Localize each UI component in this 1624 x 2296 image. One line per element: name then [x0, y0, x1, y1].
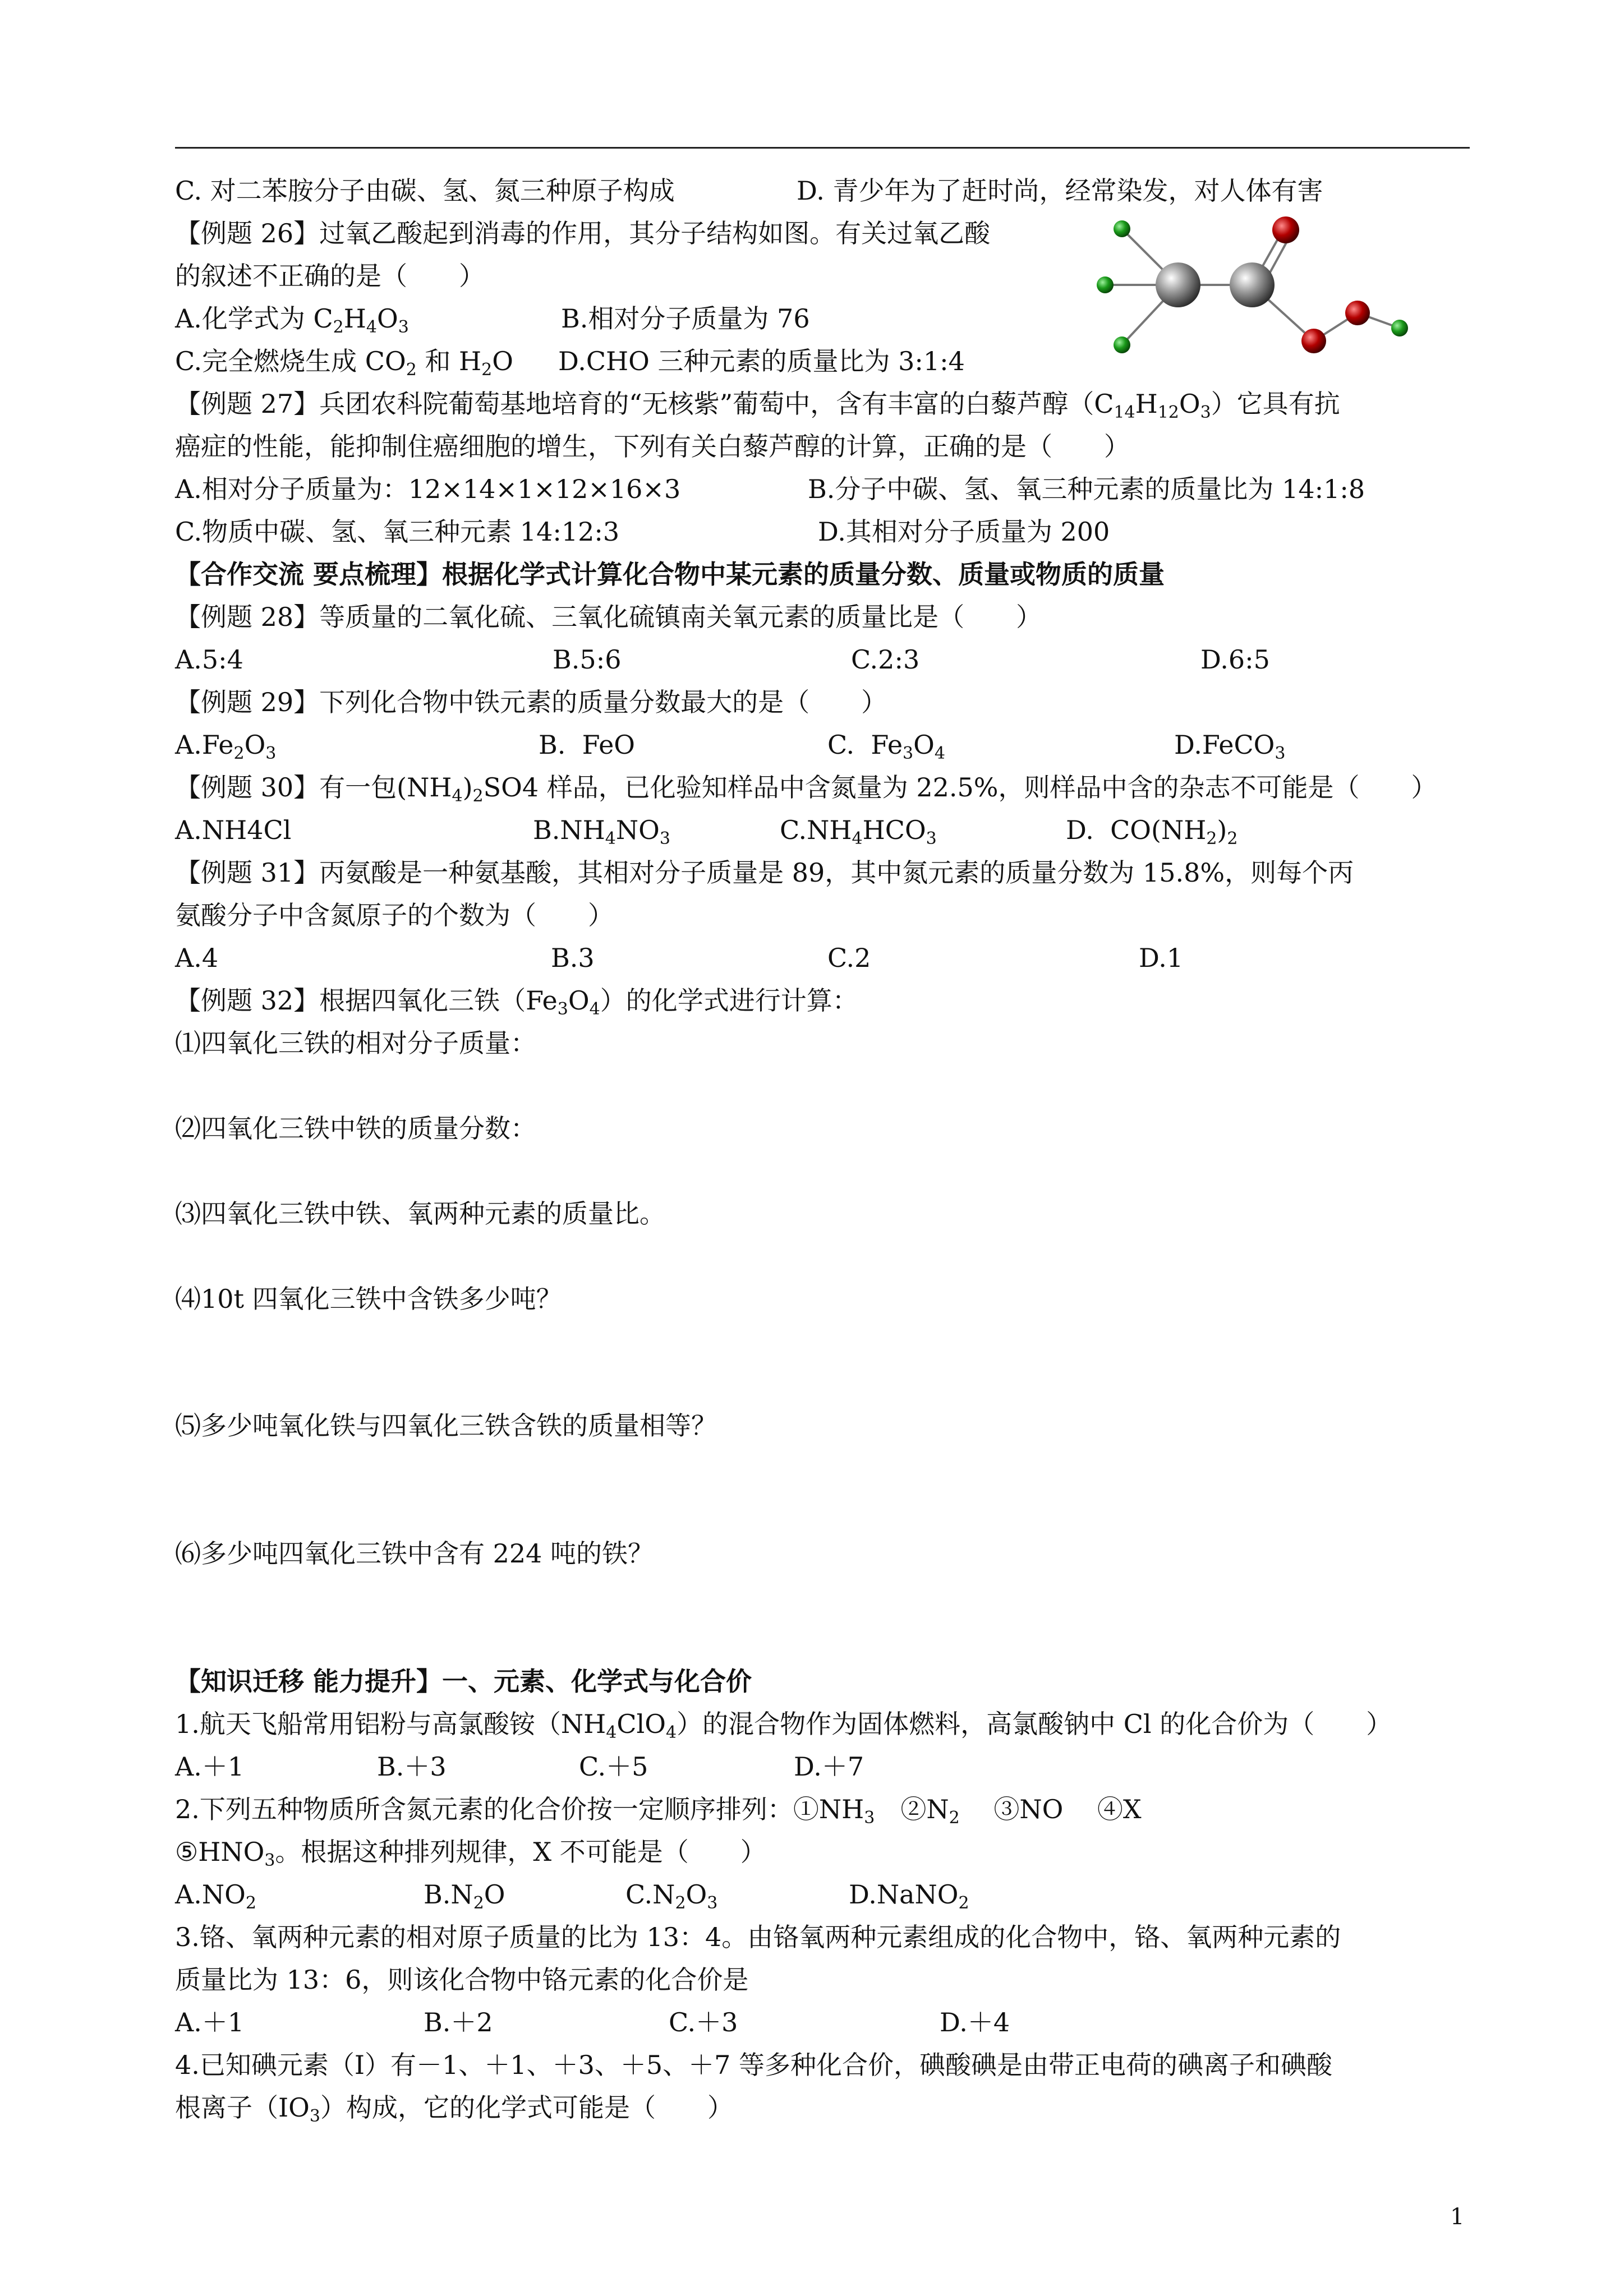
q27-option-c: C.物质中碳、氢、氧三种元素 14:12:3	[175, 517, 620, 547]
q31-option-d: D.1	[1139, 943, 1184, 973]
q25-option-c: C. 对二苯胺分子由碳、氢、氮三种原子构成	[175, 176, 675, 206]
q28-option-d: D.6:5	[1200, 644, 1270, 675]
q28-stem: 【例题 28】等质量的二氧化硫、三氧化硫镇南关氧元素的质量比是（ ）	[175, 602, 1042, 632]
q29-option-b: B. FeO	[539, 730, 636, 760]
k1-option-a: A.＋1	[175, 1751, 245, 1782]
q28-option-b: B.5:6	[553, 644, 622, 675]
k3-option-a: A.＋1	[175, 2007, 245, 2037]
q27-stem-line2: 癌症的性能，能抑制住癌细胞的增生，下列有关白藜芦醇的计算，正确的是（ ）	[175, 431, 1130, 462]
q30-option-b: $B.NH_4NO_3$	[533, 815, 670, 849]
oxygen-atom	[1301, 329, 1326, 353]
k3-option-d: D.＋4	[940, 2007, 1010, 2037]
q32-part-4: ⑷10t 四氧化三铁中含铁多少吨？	[175, 1284, 562, 1314]
q26-option-c: C.完全燃烧生成 $CO_2$ 和 $H_2O$	[175, 346, 513, 380]
q31-option-a: A.4	[175, 943, 219, 973]
peracetic-acid-molecule-figure	[1083, 208, 1430, 359]
q30-stem: 【例题 30】有一包$(NH_4)_2SO4$ 样品，已化验知样品中含氮量为 22.5%，则样品中含的杂志不可能是（ ）	[175, 772, 1437, 806]
q32-part-6: ⑹多少吨四氧化三铁中含有 224 吨的铁？	[175, 1538, 654, 1569]
q28-option-a: A.5:4	[175, 644, 243, 675]
section-heading-cooperation: 【合作交流 要点梳理】根据化学式计算化合物中某元素的质量分数、质量或物质的质量	[175, 559, 1165, 589]
q30-option-a: A.NH4Cl	[175, 815, 292, 845]
q27-option-d: D.其相对分子质量为 200	[818, 517, 1110, 547]
oxygen-atom	[1345, 301, 1370, 325]
k1-option-b: B.＋3	[377, 1751, 447, 1782]
q32-part-5: ⑸多少吨氧化铁与四氧化三铁含铁的质量相等？	[175, 1410, 717, 1441]
hydrogen-atom	[1097, 276, 1114, 293]
q26-option-d: D.CHO 三种元素的质量比为 3:1:4	[558, 346, 965, 376]
q26-option-a: A.化学式为 $C_2H_4O_3$	[175, 303, 409, 337]
hydrogen-atom	[1391, 320, 1408, 336]
k2-option-c: $C.N_2O_3$	[625, 1879, 718, 1913]
k2-option-d: D.NaNO$_2$	[849, 1879, 969, 1913]
q29-option-c: C. $Fe_3O_4$	[827, 730, 945, 763]
q26-stem-line2: 的叙述不正确的是（ ）	[175, 261, 485, 291]
hydrogen-atom	[1114, 336, 1130, 353]
q27-option-b: B.分子中碳、氢、氧三种元素的质量比为 14:1:8	[808, 474, 1365, 504]
k1-option-c: C.＋5	[579, 1751, 648, 1782]
q30-option-c: $C.NH_4HCO_3$	[780, 815, 937, 849]
k2-option-a: $A.NO_2$	[175, 1879, 256, 1913]
q28-option-c: C.2:3	[851, 644, 920, 675]
q29-option-a: $A.Fe_2O_3$	[175, 730, 277, 763]
hydrogen-atom	[1114, 220, 1130, 237]
q27-option-a: A.相对分子质量为：12×14×1×12×16×3	[175, 474, 681, 504]
q32-part-3: ⑶四氧化三铁中铁、氧两种元素的质量比。	[175, 1198, 665, 1229]
q29-stem: 【例题 29】下列化合物中铁元素的质量分数最大的是（ ）	[175, 687, 887, 717]
k3-stem-line2: 质量比为 13：6，则该化合物中铬元素的化合价是	[175, 1965, 749, 1995]
q30-option-d: D. $CO(NH_2)_2$	[1066, 815, 1238, 849]
k3-option-c: C.＋3	[669, 2007, 738, 2037]
oxygen-atom	[1272, 216, 1299, 243]
q25-option-d: D. 青少年为了赶时尚，经常染发，对人体有害	[797, 176, 1323, 206]
k1-stem: 1.航天飞船常用铝粉与高氯酸铵$(NH_4ClO_4)$的混合物作为固体燃料，高氯酸钠中 Cl 的化合价为（ ）	[175, 1709, 1392, 1742]
q32-part-1: ⑴四氧化三铁的相对分子质量：	[175, 1028, 536, 1058]
page-number: 1	[1450, 2204, 1465, 2230]
k2-option-b: $B.N_2O$	[424, 1879, 505, 1913]
q26-stem-line1: 【例题 26】过氧乙酸起到消毒的作用，其分子结构如图。有关过氧乙酸	[175, 218, 991, 248]
q27-stem-line1: 【例题 27】兵团农科院葡萄基地培育的“无核紫”葡萄中，含有丰富的白藜芦醇$(C_{14}H_{12}O_3)$它具有抗	[175, 389, 1340, 422]
k2-stem-line2: $⑤HNO_3$。根据这种排列规律，X 不可能是（ ）	[175, 1837, 766, 1870]
q31-option-b: B.3	[551, 943, 595, 973]
carbon-atom	[1230, 262, 1275, 307]
q31-stem-line1: 【例题 31】丙氨酸是一种氨基酸，其相对分子质量是 89，其中氮元素的质量分数为 15.8%，则每个丙	[175, 857, 1354, 888]
section-heading-knowledge-transfer: 【知识迁移 能力提升】一、元素、化学式与化合价	[175, 1666, 752, 1696]
k1-option-d: D.＋7	[794, 1751, 864, 1782]
q26-option-b: B.相对分子质量为 76	[561, 303, 810, 334]
k3-option-b: B.＋2	[424, 2007, 493, 2037]
q31-stem-line2: 氨酸分子中含氮原子的个数为（ ）	[175, 900, 614, 930]
q31-option-c: C.2	[827, 943, 871, 973]
k3-stem-line1: 3.铬、氧两种元素的相对原子质量的比为 13：4。由铬氧两种元素组成的化合物中，铬、氧两种元素的	[175, 1922, 1341, 1952]
q32-part-2: ⑵四氧化三铁中铁的质量分数：	[175, 1113, 536, 1144]
header-rule	[175, 147, 1470, 149]
q32-stem: 【例题 32】根据四氧化三铁$(Fe_3O_4)$的化学式进行计算：	[175, 985, 858, 1019]
carbon-atom	[1156, 262, 1200, 307]
k4-stem-line1: 4.已知碘元素（I）有－1、＋1、＋3、＋5、＋7 等多种化合价，碘酸碘是由带正电荷的碘离子和碘酸	[175, 2050, 1333, 2080]
q29-option-d: D.FeCO$_3$	[1174, 730, 1286, 763]
k4-stem-line2: 根离子$(IO_3)$构成，它的化学式可能是（ ）	[175, 2092, 733, 2126]
k2-stem-line1: 2.下列五种物质所含氮元素的化合价按一定顺序排列：$①NH_3$ $②N_2$ ③NO ④X	[175, 1794, 1142, 1828]
